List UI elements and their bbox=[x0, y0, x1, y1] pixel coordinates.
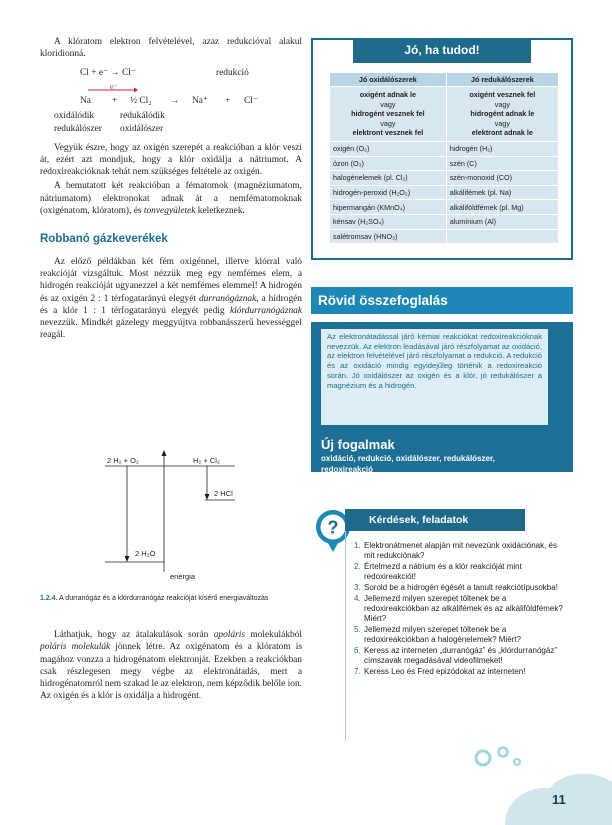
energy-diagram bbox=[100, 450, 260, 585]
label-h2o: 2 H₂O bbox=[135, 549, 156, 558]
summary-text: Az elektronátadással járó kémiai reakciókat redoxireakcióknak nevezzük. Az elektron leadásával járó részfolyamat az oxidáció, az elektron felvételével járó részfolyamat a redukció. A redukció és az oxidáció mindig egyidejűleg történik a redoxireakció során. Jó oxidálószer az oxigén és a klór, jó redukálószer a magnézium és a hidrogén. bbox=[321, 329, 548, 425]
question-item: 6. Keress az interneten „durranógáz” és „klórdurranógáz” címszavak megadásával videofilmeket! bbox=[354, 646, 557, 665]
label-energy: energia bbox=[170, 572, 196, 581]
label-h2-o2: 2 H₂ + O₂ bbox=[107, 456, 139, 465]
new-terms-list: oxidáció, redukció, oxidálószer, redukálószer, redoxireakció bbox=[321, 454, 495, 474]
label-oxidizer: oxidálószer bbox=[120, 123, 164, 134]
reaction-arrow: → bbox=[170, 95, 180, 106]
question-item: 1. Elektronátmenet alapján mit nevezünk oxidációnak, és mit redukciónak? bbox=[354, 541, 557, 560]
summary-title: Rövid összefoglalás bbox=[311, 287, 573, 314]
paragraph: Az előző példákban két fém oxigénnel, illetve klórral való reakcióját vizsgáltuk. Most nézzük meg egy nemfémes elem, a hidrogén reakcióját ugyanezzel a két nemfémes elemmel! A hidrogén és az oxigén 2 : 1 térfogatarányú elegyét durranógáznak, a hidrogén és a klór 1 : 1 térfogatarányú elegyét pedig klórdurranógáznak nevezzük. Mindkét gázelegy meggyújtva robbanásszerű hevességgel reagál. bbox=[40, 256, 302, 341]
table-cell: hidrogén-peroxid (H₂O₂) bbox=[330, 185, 447, 200]
new-terms-title: Új fogalmak bbox=[321, 437, 395, 452]
equation-reduction bbox=[40, 67, 302, 80]
equation-text: Cl + e⁻ → Cl⁻ bbox=[80, 67, 136, 78]
questions-title: Kérdések, feladatok bbox=[345, 509, 525, 531]
question-item: 2. Értelmezd a nátrium és a klór reakcióját mint redoxireakciót! bbox=[354, 562, 522, 581]
questions-box bbox=[345, 531, 568, 741]
sodium-ion: Na⁺ bbox=[192, 95, 208, 106]
table-cell: kénsav (H₂SO₄) bbox=[330, 214, 447, 229]
plus-sign: + bbox=[112, 95, 118, 106]
table-cell: szén (C) bbox=[446, 156, 558, 171]
table-cell: alumínium (Al) bbox=[446, 214, 558, 229]
label-h2-cl2: H₂ + Cl₂ bbox=[193, 456, 220, 465]
questions-list bbox=[354, 541, 566, 678]
page-number: 11 bbox=[552, 792, 566, 807]
plus-sign: + bbox=[225, 95, 231, 106]
cloud-decoration-icon bbox=[465, 742, 612, 825]
table-cell: alkálifémek (pl. Na) bbox=[446, 185, 558, 200]
paragraph: Vegyük észre, hogy az oxigén szerepét a reakcióban a klór veszi át, ezért azt mondjuk, hogy a klór oxidálja a nátriumot. A redoxireakcióknak tehát nem szükséges feltétele az oxigén. bbox=[40, 142, 302, 178]
table-cell: ózon (O₃) bbox=[330, 156, 447, 171]
table-cell: hipermangán (KMnO₄) bbox=[330, 200, 447, 215]
label-hcl: 2 HCl bbox=[214, 489, 233, 498]
paragraph: A bemutatott két reakcióban a fématomok (magnéziumatom, nátriumatom) elektronokat adnak át a nemfématomoknak (oxigénatom, klóratom), és tonvegyületek keletkeznek. bbox=[40, 181, 302, 217]
chloride-ion: Cl⁻ bbox=[244, 95, 258, 106]
table-cell: alkáliföldfémek (pl. Mg) bbox=[446, 200, 558, 215]
label-reducer: redukálószer bbox=[54, 123, 102, 134]
oxidizer-reducer-table bbox=[329, 72, 559, 244]
table-cell: halogénelemek (pl. Cl₂) bbox=[330, 171, 447, 186]
left-column bbox=[40, 36, 302, 342]
paragraph: A klóratom elektron felvételével, azaz redukcióval alakul kloridionná. bbox=[40, 37, 302, 60]
table-cell: oxigén (O₂) bbox=[330, 141, 447, 156]
info-box bbox=[311, 38, 573, 260]
summary-box bbox=[311, 322, 573, 472]
question-item: 3. Sorold be a hidrogén égését a tanult reakciótípusokba! bbox=[354, 583, 558, 592]
question-item: 5. Jellemezd milyen szerepet töltenek be a redoxireakciókban a halogénelemek? Miért? bbox=[354, 625, 521, 644]
table-header: Jó redukálószerek bbox=[446, 73, 558, 87]
table-description: oxigént vesznek fel vagy hidrogént adnak le vagy elektront adnak le bbox=[446, 87, 558, 142]
label-oxidizes: oxidálódik bbox=[54, 110, 95, 121]
svg-text:?: ? bbox=[327, 517, 339, 538]
table-description: oxigént adnak le vagy hidrogént vesznek fel vagy elektront vesznek fel bbox=[330, 87, 447, 142]
question-item: 7. Keress Leo és Fred epizódokat az interneten! bbox=[354, 667, 526, 676]
table-header: Jó oxidálószerek bbox=[330, 73, 447, 87]
table-cell: salétromsav (HNO₃) bbox=[330, 229, 447, 244]
equation-label: redukció bbox=[216, 67, 249, 78]
chlorine-molecule: ½ Cl₂ bbox=[130, 95, 152, 106]
electron-label: e⁻ bbox=[110, 81, 118, 91]
figure-caption: 1.2.4. A durranógáz és a klórdurranógáz reakcióját kísérő energiaváltozás bbox=[40, 595, 269, 602]
table-cell: hidrogén (H₂) bbox=[446, 141, 558, 156]
sodium: Na bbox=[80, 95, 91, 106]
table-cell bbox=[446, 229, 558, 244]
label-reduces: redukálódik bbox=[120, 110, 165, 121]
info-box-title: Jó, ha tudod! bbox=[353, 38, 531, 63]
paragraph: Láthatjuk, hogy az átalakulások során apoláris molekulákból poláris molekulák jönnek létre. Az oxigénatom és a klóratom is magához vonzza a hidrogénatom elektronját. Ezekben a reakciókban csak részlegesen megy végbe az elektronátadás, mert a hidrogénatomról nem szakad le az elektron, nem képződik belőle ion. Az oxigén és a klór is oxidálja a hidrogént. bbox=[40, 630, 302, 702]
question-item: 4. Jellemezd milyen szerepet töltenek be a redoxireakciókban az alkálifémek és az alkáliföldfémek? Miért? bbox=[354, 594, 563, 623]
section-title: Robbanó gázkeverékek bbox=[40, 233, 168, 246]
table-cell: szén-monoxid (CO) bbox=[446, 171, 558, 186]
